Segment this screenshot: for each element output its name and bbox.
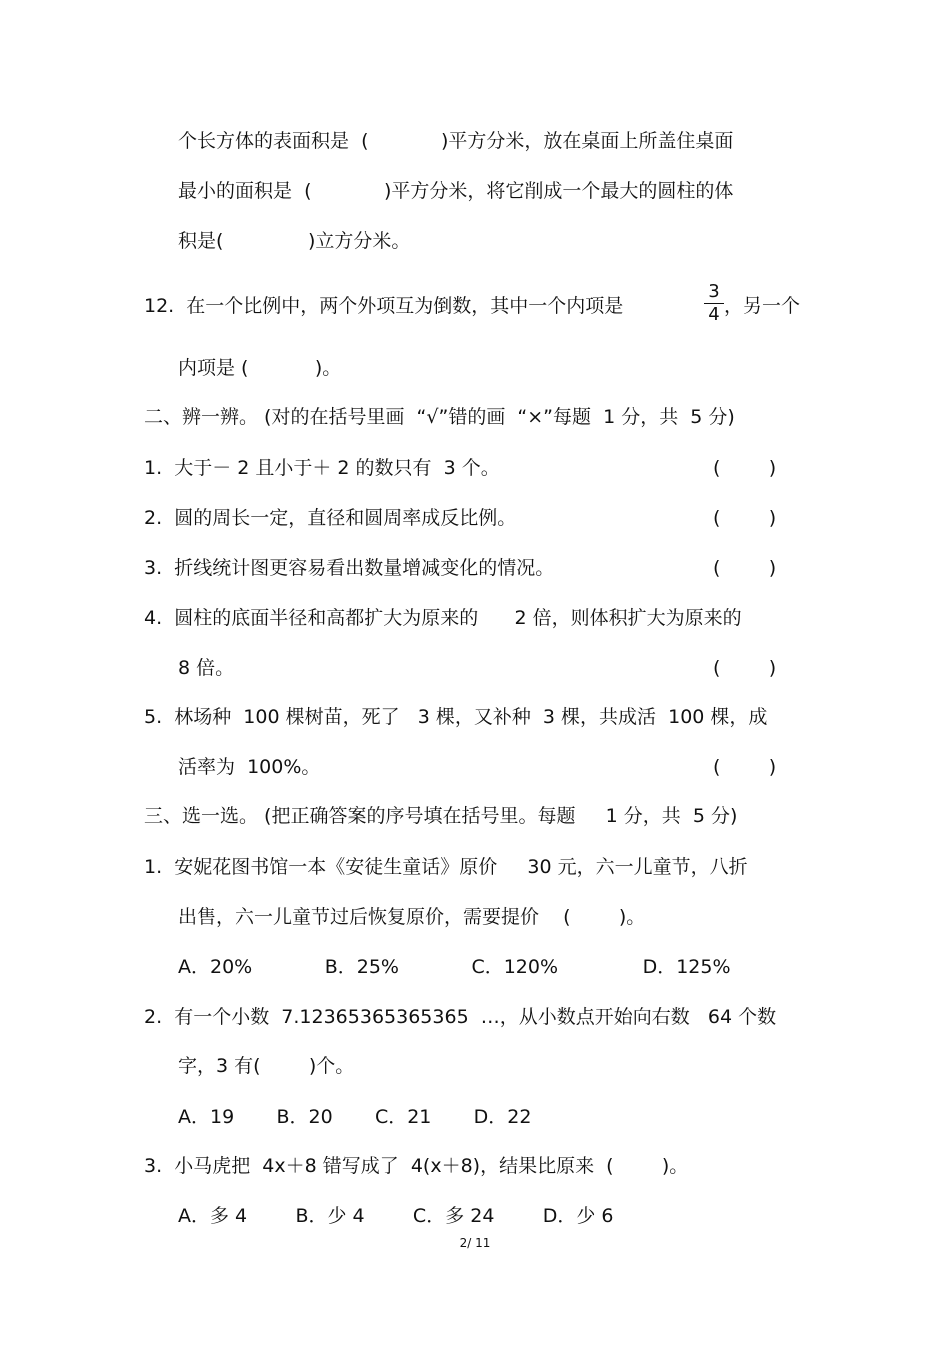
page-number: 2/ 11 bbox=[459, 1236, 491, 1250]
text-line: 个长方体的表面积是 ( )平方分米，放在桌面上所盖住桌面 bbox=[178, 130, 734, 152]
choice-options-3: A．多 4 B．少 4 C．多 24 D．少 6 bbox=[178, 1205, 614, 1227]
judge-item-2: 2. 圆的周长一定，直径和圆周率成反比例。 bbox=[144, 507, 517, 529]
section-heading-choose: 三、选一选。 (把正确答案的序号填在括号里。每题 1 分，共 5 分) bbox=[144, 805, 738, 827]
answer-blank: ( ) bbox=[713, 507, 777, 529]
judge-item-3: 3. 折线统计图更容易看出数量增减变化的情况。 bbox=[144, 557, 555, 579]
choice-question-2-cont: 字，3 有( )个。 bbox=[178, 1055, 355, 1077]
question-12-text-tail: ，另一个 bbox=[724, 295, 801, 317]
section-heading-judge: 二、辨一辨。 (对的在括号里画 “√”错的画 “×”每题 1 分，共 5 分) bbox=[144, 406, 735, 428]
judge-item-4: 4. 圆柱的底面半径和高都扩大为原来的 2 倍，则体积扩大为原来的 bbox=[144, 607, 742, 629]
judge-item-5: 5. 林场种 100 棵树苗，死了 3 棵，又补种 3 棵，共成活 100 棵，成 bbox=[144, 706, 768, 728]
fraction bbox=[704, 282, 724, 325]
choice-question-1-cont: 出售，六一儿童节过后恢复原价，需要提价 ( )。 bbox=[178, 906, 646, 928]
judge-item-4-cont: 8 倍。 bbox=[178, 657, 235, 679]
question-12-text: 12. 在一个比例中，两个外项互为倒数，其中一个内项是 bbox=[144, 295, 624, 317]
choice-options-2: A．19 B．20 C．21 D．22 bbox=[178, 1106, 532, 1128]
answer-blank: ( ) bbox=[713, 457, 777, 479]
choice-question-2: 2. 有一个小数 7.12365365365365 …，从小数点开始向右数 64 个数 bbox=[144, 1006, 777, 1028]
answer-blank: ( ) bbox=[713, 657, 777, 679]
choice-options-1: A．20% B．25% C．120% D．125% bbox=[178, 956, 731, 978]
text-line: 内项是 ( )。 bbox=[178, 357, 342, 379]
judge-item-5-cont: 活率为 100%。 bbox=[178, 756, 321, 778]
judge-item-1: 1. 大于－ 2 且小于＋ 2 的数只有 3 个。 bbox=[144, 457, 500, 479]
choice-question-1: 1. 安妮花图书馆一本《安徒生童话》原价 30 元，六一儿童节，八折 bbox=[144, 856, 748, 878]
fraction-numerator: 3 bbox=[704, 282, 724, 304]
choice-question-3: 3. 小马虎把 4x＋8 错写成了 4(x＋8)，结果比原来 ( )。 bbox=[144, 1155, 689, 1177]
answer-blank: ( ) bbox=[713, 756, 777, 778]
fraction-denominator: 4 bbox=[708, 304, 720, 325]
answer-blank: ( ) bbox=[713, 557, 777, 579]
text-line: 积是( )立方分米。 bbox=[178, 230, 411, 252]
text-line: 最小的面积是 ( )平方分米，将它削成一个最大的圆柱的体 bbox=[178, 180, 734, 202]
